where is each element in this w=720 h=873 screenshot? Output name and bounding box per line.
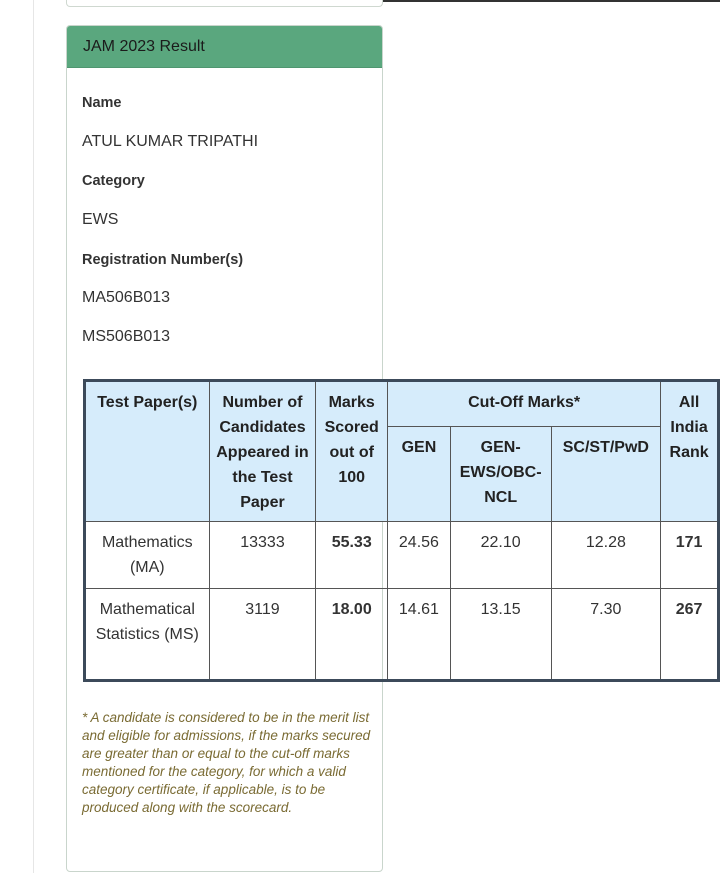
gen-ews-obc-cell: 22.10 bbox=[450, 522, 551, 589]
registration-number: MA506B013 bbox=[82, 289, 171, 306]
marks-cell: 18.00 bbox=[316, 589, 388, 681]
sc-st-pwd-cell: 12.28 bbox=[551, 522, 661, 589]
cutoff-footnote: * A candidate is considered to be in the merit list and eligible for admissions, if the marks secured are greater than or equal to the cut-off marks mentioned for the category, for which a valid category certificate, if applicable, is to be produced along with the scorecard. bbox=[82, 710, 371, 815]
category-value: EWS bbox=[82, 211, 119, 228]
header-candidates: Number of Candidates Appeared in the Test Paper bbox=[209, 381, 316, 522]
top-divider bbox=[380, 0, 720, 2]
rank-cell: 171 bbox=[661, 522, 719, 589]
header-gen: GEN bbox=[388, 427, 451, 522]
candidates-cell: 13333 bbox=[209, 522, 316, 589]
paper-cell: Mathematical Statistics (MS) bbox=[85, 589, 210, 681]
name-label: Name bbox=[82, 95, 122, 111]
gen-cell: 14.61 bbox=[388, 589, 451, 681]
table-row bbox=[85, 522, 719, 589]
previous-card-edge bbox=[66, 0, 383, 7]
header-marks: Marks Scored out of 100 bbox=[316, 381, 388, 522]
header-sc-st-pwd: SC/ST/PwD bbox=[551, 427, 661, 522]
sc-st-pwd-cell: 7.30 bbox=[551, 589, 661, 681]
card-header bbox=[67, 26, 382, 68]
header-gen-ews-obc: GEN-EWS/OBC-NCL bbox=[450, 427, 551, 522]
header-rank: All India Rank bbox=[661, 381, 719, 522]
category-label: Category bbox=[82, 173, 145, 189]
paper-cell: Mathematics (MA) bbox=[85, 522, 210, 589]
rank-cell: 267 bbox=[661, 589, 719, 681]
name-value: ATUL KUMAR TRIPATHI bbox=[82, 133, 259, 150]
header-cutoff: Cut-Off Marks* bbox=[388, 381, 661, 427]
gen-cell: 24.56 bbox=[388, 522, 451, 589]
registration-number: MS506B013 bbox=[82, 328, 171, 345]
table-row bbox=[85, 589, 719, 681]
marks-cell: 55.33 bbox=[316, 522, 388, 589]
candidates-cell: 3119 bbox=[209, 589, 316, 681]
registration-label: Registration Number(s) bbox=[82, 252, 244, 268]
left-page-rule bbox=[33, 0, 34, 873]
gen-ews-obc-cell: 13.15 bbox=[450, 589, 551, 681]
result-table bbox=[83, 379, 720, 682]
card-title: JAM 2023 Result bbox=[83, 38, 205, 55]
header-test-papers: Test Paper(s) bbox=[85, 381, 210, 522]
